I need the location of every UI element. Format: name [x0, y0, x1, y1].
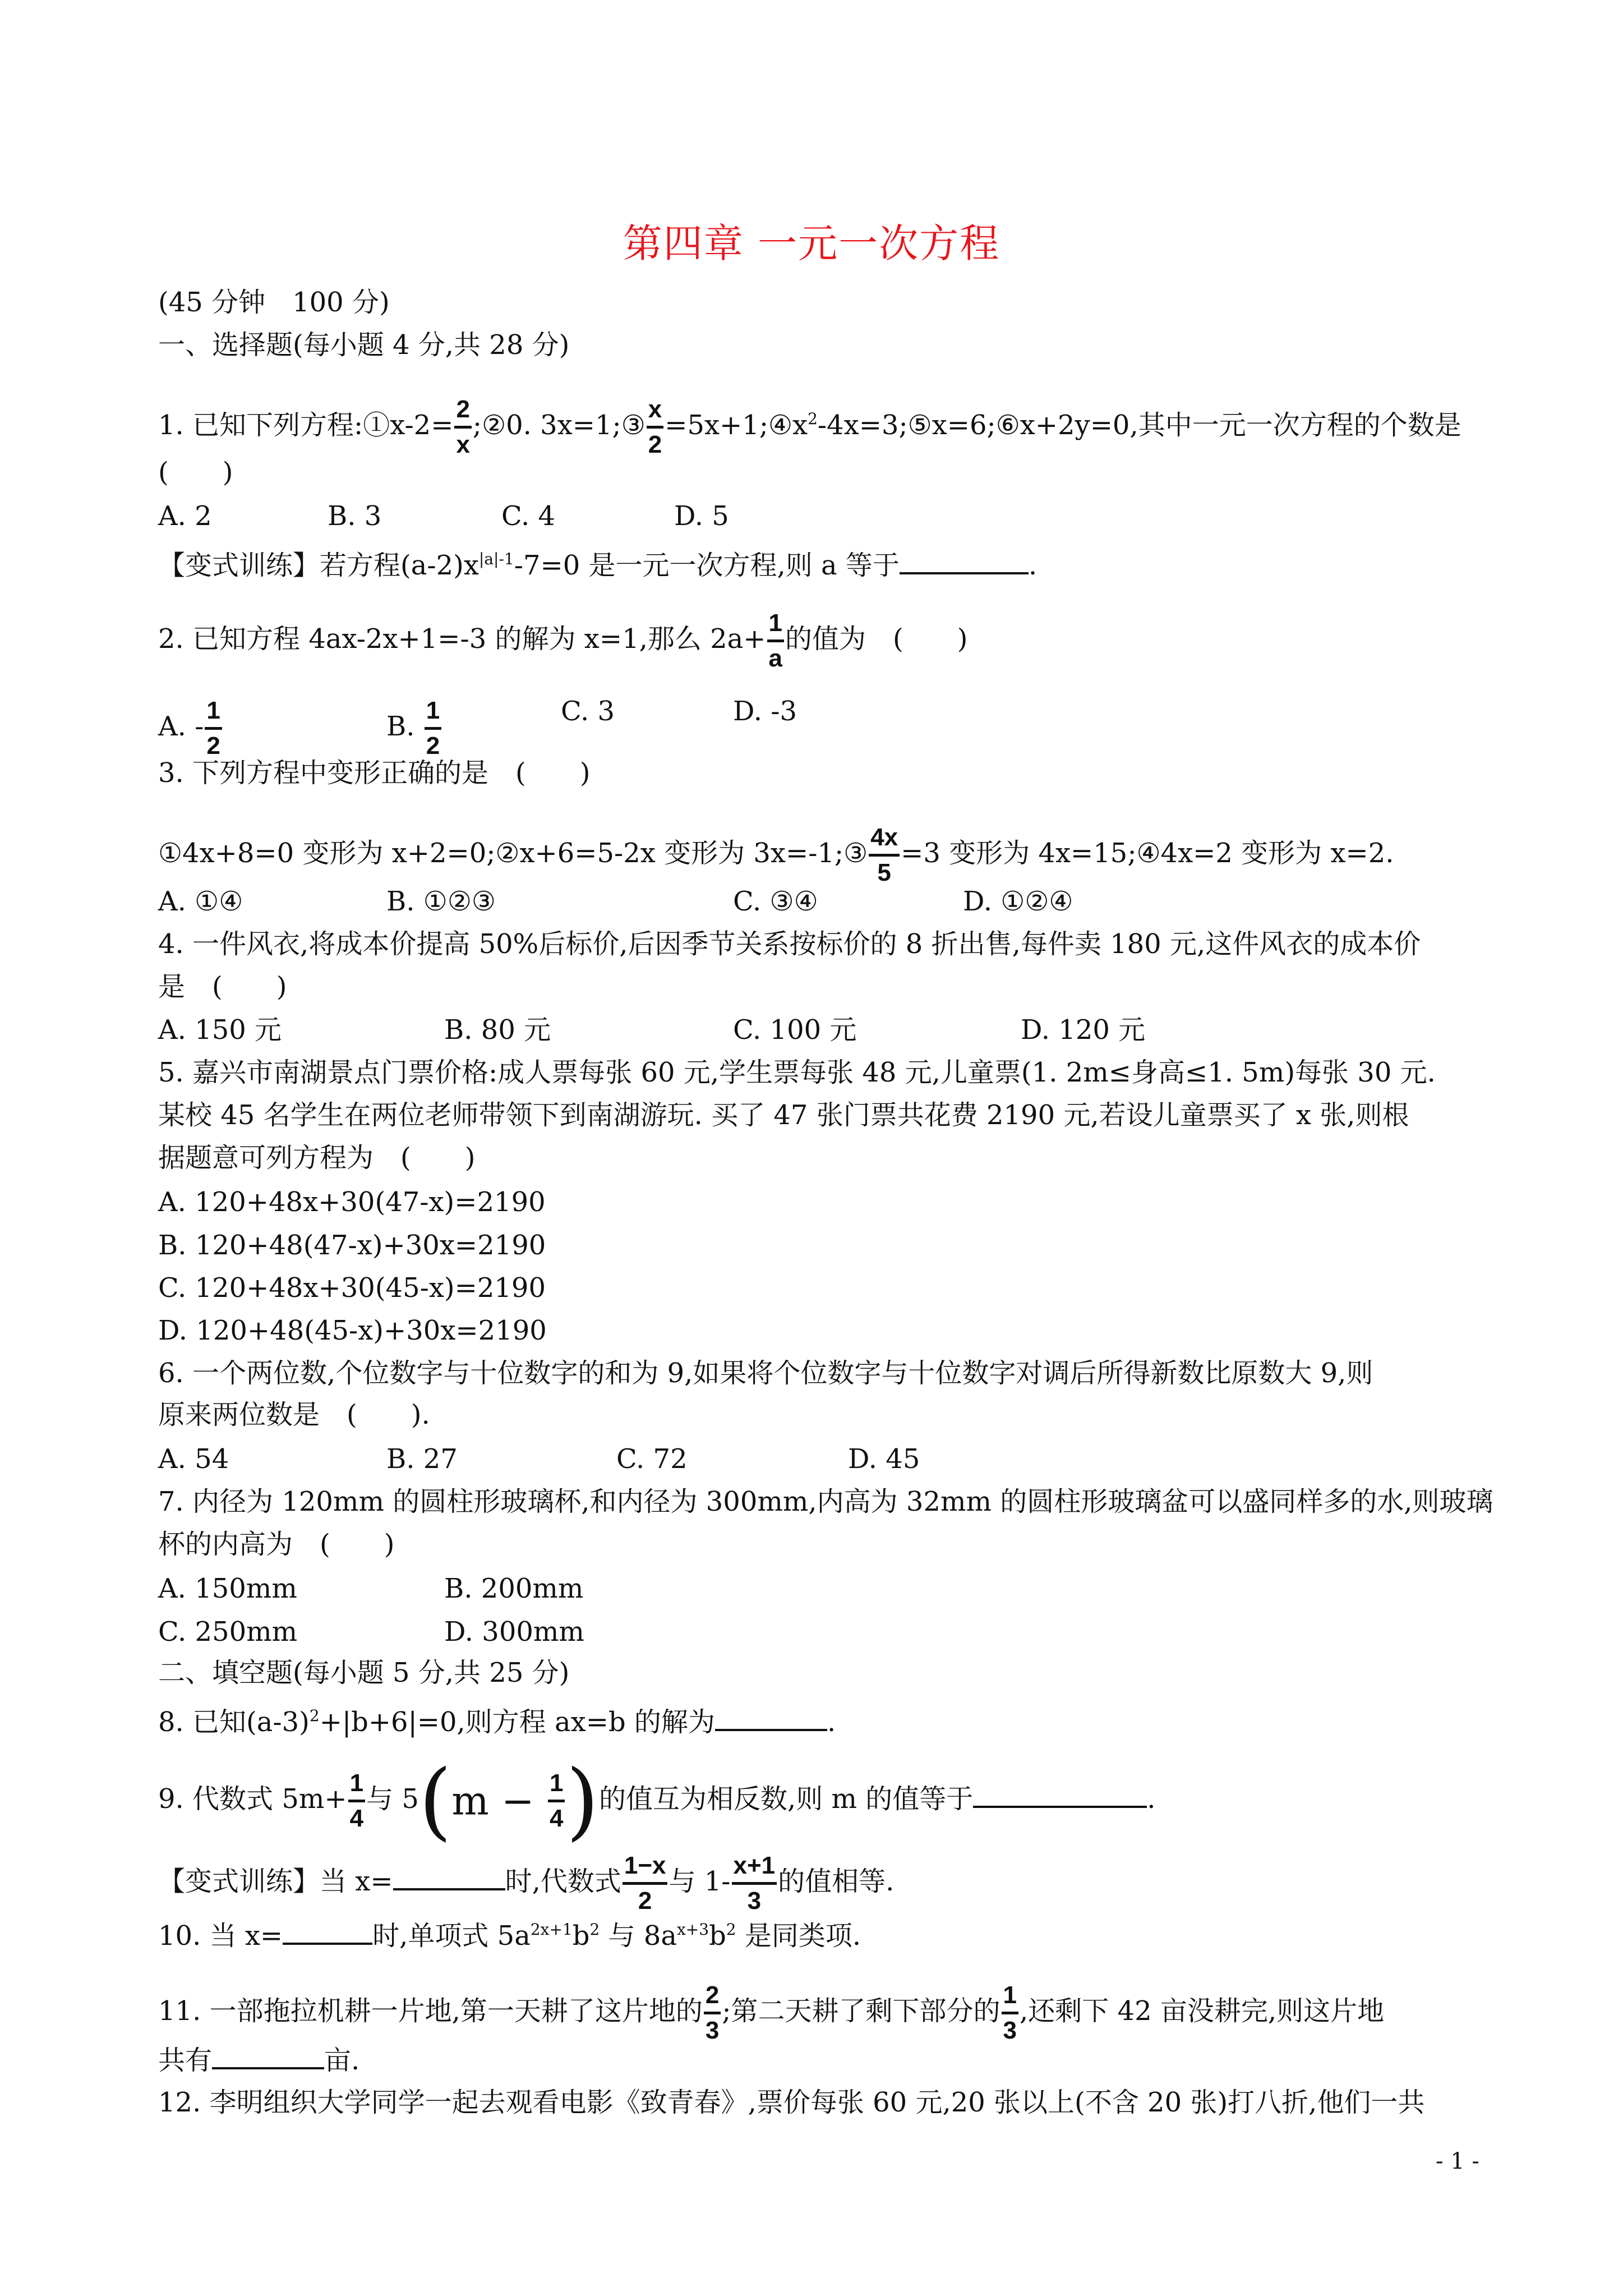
fraction: [623, 1849, 668, 1917]
text-line: [158, 2086, 1424, 2119]
text-run: D. 120 元: [1021, 1014, 1146, 1046]
text-run: 某校 45 名学生在两位老师带领下到南湖游玩. 买了 47 张门票共花费 2190 元,若设儿童票买了 x 张,则根: [158, 1099, 1409, 1131]
text-run: 是同类项.: [736, 1920, 861, 1952]
fraction: [454, 393, 471, 461]
text-run: 杯的内高为 ( ): [158, 1529, 395, 1560]
text-run: +|b+6|=0,则方程 ax=b 的解为: [319, 1706, 715, 1738]
answer-option: [733, 694, 797, 728]
fraction-numerator: x+1: [732, 1849, 777, 1885]
text-run: 【变式训练】当 x=: [158, 1866, 393, 1897]
answer-blank: [393, 1864, 505, 1890]
text-line: [158, 821, 1394, 886]
fraction-denominator: 5: [877, 859, 891, 886]
text-run: -4x=3;⑤x=6;⑥x+2y=0,其中一元一次方程的个数是: [817, 409, 1461, 441]
text-run: C. 100 元: [733, 1014, 857, 1046]
text-line: [158, 1656, 569, 1690]
text-run: A. 150 元: [158, 1014, 282, 1046]
answer-option: [501, 499, 555, 533]
superscript: 2: [808, 409, 818, 428]
text-line: [158, 1527, 394, 1561]
text-run: B. 27: [386, 1443, 458, 1475]
answer-blank: [212, 2042, 324, 2069]
fraction-numerator: 4x: [869, 821, 900, 857]
text-run: 5. 嘉兴市南湖景点门票价格:成人票每张 60 元,学生票每张 48 元,儿童票(1. 2m≤身高≤1. 5m)每张 30 元.: [158, 1057, 1436, 1088]
text-line: [158, 455, 233, 489]
superscript: 2: [726, 1920, 736, 1939]
text-run: 二、填空题(每小题 5 分,共 25 分): [158, 1657, 570, 1688]
text-run: B. 120+48(47-x)+30x=2190: [158, 1230, 546, 1261]
fraction-numerator: 1: [205, 694, 222, 730]
answer-blank: [283, 1918, 372, 1945]
superscript: x+3: [676, 1920, 709, 1939]
text-run: 6. 一个两位数,个位数字与十位数字的和为 9,如果将个位数字与十位数字对调后所得新数比原数大 9,则: [158, 1358, 1373, 1389]
text-run: A. -: [158, 711, 204, 742]
text-run: D. -3: [733, 696, 797, 727]
text-run: D. 5: [674, 500, 729, 532]
fraction-denominator: 2: [426, 732, 440, 760]
text-run: D. 300mm: [444, 1616, 584, 1648]
answer-option: [158, 1615, 297, 1649]
text-line: [158, 1141, 475, 1175]
text-run: ①4x+8=0 变形为 x+2=0;②x+6=5-2x 变形为 3x=-1;③: [158, 838, 868, 869]
text-run: B. 3: [328, 500, 382, 532]
text-run: 10. 当 x=: [158, 1920, 283, 1952]
superscript: 2: [589, 1920, 600, 1939]
answer-option: [444, 1013, 551, 1047]
text-run: b: [709, 1920, 726, 1952]
answer-option: [963, 885, 1073, 918]
answer-option: [733, 885, 818, 918]
text-run: A. 120+48x+30(47-x)=2190: [158, 1186, 546, 1218]
superscript: 2: [309, 1706, 320, 1725]
text-line: [158, 542, 1038, 581]
superscript: 2x+1: [530, 1920, 573, 1939]
parenthesis: ): [566, 1752, 599, 1850]
text-line: [158, 2042, 359, 2076]
text-line: [158, 1752, 1156, 1850]
text-run: .: [827, 1706, 836, 1738]
text-run: A. 150mm: [158, 1573, 297, 1604]
fraction: [425, 694, 441, 762]
answer-blank: [973, 1781, 1147, 1808]
answer-option: [158, 1013, 282, 1047]
fraction-numerator: 1: [1002, 1979, 1018, 2014]
text-run: 的值相等.: [778, 1866, 895, 1897]
answer-option: [444, 1615, 584, 1649]
fraction-numerator: 1: [767, 607, 784, 642]
fraction-denominator: a: [768, 645, 782, 672]
text-run: B.: [386, 711, 423, 742]
text-line: [158, 1056, 1436, 1089]
answer-option: [733, 1013, 856, 1047]
fraction: [869, 821, 900, 889]
text-run: 8. 已知(a-3): [158, 1706, 310, 1738]
text-run: 4. 一件风衣,将成本价提高 50%后标价,后因季节关系按标价的 8 折出售,每件卖 180 元,这件风衣的成本价: [158, 928, 1421, 960]
text-run: C. 4: [501, 500, 556, 532]
text-run: ,还剩下 42 亩没耕完,则这片地: [1020, 1995, 1385, 2027]
fraction-denominator: 3: [1003, 2017, 1017, 2044]
text-line: [158, 1185, 546, 1219]
text-run: D. 45: [848, 1443, 920, 1475]
text-line: [158, 328, 569, 362]
answer-option: [158, 1572, 297, 1605]
text-run: ( ): [158, 457, 233, 488]
text-run: =5x+1;④x: [665, 409, 808, 441]
text-run: ;②0. 3x=1;③: [472, 409, 645, 441]
text-run: 时,代数式: [505, 1866, 621, 1897]
text-run: .: [1147, 1783, 1156, 1815]
parenthesis: (: [418, 1752, 452, 1850]
text-line: [158, 1913, 861, 1952]
answer-option: [158, 885, 243, 918]
fraction-numerator: 1: [425, 694, 441, 730]
text-run: C. 250mm: [158, 1616, 298, 1648]
text-line: [158, 1398, 430, 1432]
text-run: 1. 已知下列方程:①x-2=: [158, 409, 454, 441]
fraction: [767, 607, 784, 675]
text-run: 原来两位数是 ( ).: [158, 1399, 430, 1430]
text-run: 据题意可列方程为 ( ): [158, 1142, 476, 1174]
answer-option: [386, 694, 442, 762]
text-run: B. ①②③: [386, 886, 496, 917]
answer-option: [386, 885, 496, 918]
fraction: [704, 1979, 721, 2047]
text-run: 的值为 ( ): [785, 623, 968, 655]
text-run: (45 分钟 100 分): [158, 287, 390, 318]
text-line: [158, 1314, 547, 1347]
fraction-numerator: 1−x: [623, 1849, 668, 1885]
fraction: [732, 1849, 777, 1917]
fraction-denominator: 3: [747, 1887, 762, 1915]
answer-option: [328, 499, 381, 533]
fraction: [548, 1767, 565, 1835]
text-run: C. ③④: [733, 886, 818, 917]
math-expression: m −: [451, 1778, 547, 1824]
text-run: C. 72: [616, 1443, 688, 1475]
text-run: b: [572, 1920, 590, 1952]
answer-option: [158, 499, 212, 533]
fraction-denominator: 4: [549, 1805, 564, 1832]
text-run: 是 ( ): [158, 971, 287, 1002]
fraction-denominator: x: [456, 431, 470, 458]
text-run: B. 200mm: [444, 1573, 584, 1604]
page-number: - 1 -: [1436, 2148, 1479, 2174]
fraction-denominator: 4: [349, 1805, 364, 1832]
text-run: =3 变形为 4x=15;④4x=2 变形为 x=2.: [901, 838, 1394, 869]
fraction-denominator: 2: [648, 431, 662, 458]
answer-blank: [900, 547, 1029, 574]
text-run: D. 120+48(45-x)+30x=2190: [158, 1315, 547, 1346]
text-run: ;第二天耕了剩下部分的: [722, 1995, 1000, 2027]
fraction: [647, 393, 663, 461]
text-line: [158, 1485, 1493, 1519]
fraction-denominator: 2: [206, 732, 220, 760]
fraction-numerator: 1: [348, 1767, 365, 1802]
answer-blank: [715, 1704, 827, 1731]
text-line: [158, 1228, 546, 1262]
text-run: D. ①②④: [963, 886, 1073, 917]
text-line: [158, 927, 1421, 961]
answer-option: [561, 694, 615, 728]
text-run: 9. 代数式 5m+: [158, 1783, 347, 1815]
text-run: 时,单项式 5a: [372, 1920, 531, 1952]
fraction-numerator: 1: [548, 1767, 565, 1802]
text-line: [158, 1098, 1409, 1132]
text-run: A. 2: [158, 500, 212, 532]
text-run: 与 5: [366, 1783, 419, 1815]
superscript: |a|-1: [478, 550, 514, 568]
fraction: [205, 694, 222, 762]
text-line: [158, 1271, 546, 1305]
fraction: [348, 1767, 365, 1835]
fraction-numerator: x: [647, 393, 663, 429]
text-run: 2. 已知方程 4ax-2x+1=-3 的解为 x=1,那么 2a+: [158, 623, 766, 655]
text-run: 【变式训练】若方程(a-2)x: [158, 550, 479, 581]
text-line: [158, 393, 1461, 458]
text-run: -7=0 是一元一次方程,则 a 等于: [514, 550, 900, 581]
text-run: A. 54: [158, 1443, 229, 1475]
answer-option: [848, 1442, 920, 1476]
fraction-numerator: 2: [704, 1979, 721, 2014]
fraction-denominator: 3: [705, 2017, 720, 2044]
answer-option: [444, 1572, 583, 1605]
text-line: [158, 1356, 1373, 1390]
text-run: C. 3: [561, 696, 615, 727]
text-run: 与 8a: [600, 1920, 677, 1952]
text-line: [158, 1979, 1385, 2044]
text-run: 7. 内径为 120mm 的圆柱形玻璃杯,和内径为 300mm,内高为 32mm 的圆柱形玻璃盆可以盛同样多的水,则玻璃: [158, 1486, 1493, 1517]
text-run: 与 1-: [668, 1866, 731, 1897]
answer-option: [674, 499, 729, 533]
text-line: [158, 1699, 836, 1738]
text-line: [158, 970, 287, 1004]
text-run: 的值互为相反数,则 m 的值等于: [598, 1783, 974, 1815]
text-line: [158, 286, 390, 319]
fraction-denominator: 2: [638, 1887, 652, 1915]
text-run: B. 80 元: [444, 1014, 551, 1046]
text-run: 亩.: [324, 2045, 360, 2076]
text-run: 一、选择题(每小题 4 分,共 28 分): [158, 329, 570, 361]
answer-option: [386, 1442, 458, 1476]
answer-option: [158, 694, 223, 762]
text-run: 共有: [158, 2045, 213, 2076]
text-line: [158, 607, 968, 672]
text-run: C. 120+48x+30(45-x)=2190: [158, 1272, 546, 1304]
answer-option: [158, 1442, 229, 1476]
text-run: 3. 下列方程中变形正确的是 ( ): [158, 757, 591, 789]
chapter-title: 第四章 一元一次方程: [623, 220, 1000, 266]
text-run: 12. 李明组织大学同学一起去观看电影《致青春》,票价每张 60 元,20 张以上(不含 20 张)打八折,他们一共: [158, 2087, 1425, 2118]
answer-option: [616, 1442, 688, 1476]
fraction-numerator: 2: [454, 393, 471, 429]
text-run: .: [1028, 550, 1038, 581]
fraction: [1002, 1979, 1018, 2047]
text-line: [158, 1849, 895, 1915]
answer-option: [1021, 1013, 1145, 1047]
text-line: [158, 756, 591, 790]
text-run: 11. 一部拖拉机耕一片地,第一天耕了这片地的: [158, 1995, 703, 2027]
text-run: A. ①④: [158, 886, 243, 917]
